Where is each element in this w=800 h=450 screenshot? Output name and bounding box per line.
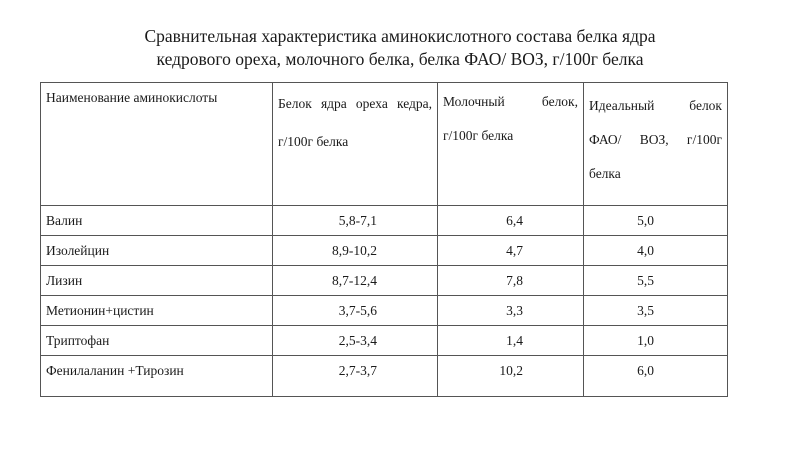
milk-value: 1,4 — [438, 326, 584, 356]
amino-acid-name: Валин — [41, 206, 273, 236]
pine-nut-value: 8,7-12,4 — [273, 266, 438, 296]
pine-nut-value: 8,9-10,2 — [273, 236, 438, 266]
milk-value: 7,8 — [438, 266, 584, 296]
column-header-ideal-protein: Идеальный белок ФАО/ ВОЗ, г/100г белка — [584, 83, 728, 206]
column-header-pine-nut-protein: Белок ядра ореха кедра, г/100г белка — [273, 83, 438, 206]
column-header-amino-acid: Наименование аминокислоты — [41, 83, 273, 206]
ideal-value: 3,5 — [584, 296, 728, 326]
page-title — [0, 25, 800, 71]
amino-acid-name: Лизин — [41, 266, 273, 296]
table-row — [41, 296, 728, 326]
amino-acid-name: Изолейцин — [41, 236, 273, 266]
amino-acid-name: Фенилаланин +Тирозин — [41, 356, 273, 397]
amino-acid-name: Метионин+цистин — [41, 296, 273, 326]
pine-nut-value: 5,8-7,1 — [273, 206, 438, 236]
table-row — [41, 266, 728, 296]
milk-value: 6,4 — [438, 206, 584, 236]
pine-nut-value: 2,5-3,4 — [273, 326, 438, 356]
milk-value: 10,2 — [438, 356, 584, 397]
milk-value: 4,7 — [438, 236, 584, 266]
table-row — [41, 326, 728, 356]
ideal-value: 5,5 — [584, 266, 728, 296]
pine-nut-value: 2,7-3,7 — [273, 356, 438, 397]
milk-value: 3,3 — [438, 296, 584, 326]
table-row — [41, 206, 728, 236]
title-line-2: кедрового ореха, молочного белка, белка ФАО/ ВОЗ, г/100г белка — [156, 49, 644, 69]
ideal-value: 4,0 — [584, 236, 728, 266]
ideal-value: 6,0 — [584, 356, 728, 397]
ideal-value: 1,0 — [584, 326, 728, 356]
column-header-milk-protein: Молочный белок, г/100г белка — [438, 83, 584, 206]
table-header-row — [41, 83, 728, 206]
ideal-value: 5,0 — [584, 206, 728, 236]
pine-nut-value: 3,7-5,6 — [273, 296, 438, 326]
table-row — [41, 356, 728, 397]
amino-acid-name: Триптофан — [41, 326, 273, 356]
amino-acid-table — [40, 82, 728, 397]
table-row — [41, 236, 728, 266]
title-line-1: Сравнительная характеристика аминокислотного состава белка ядра — [144, 26, 656, 46]
